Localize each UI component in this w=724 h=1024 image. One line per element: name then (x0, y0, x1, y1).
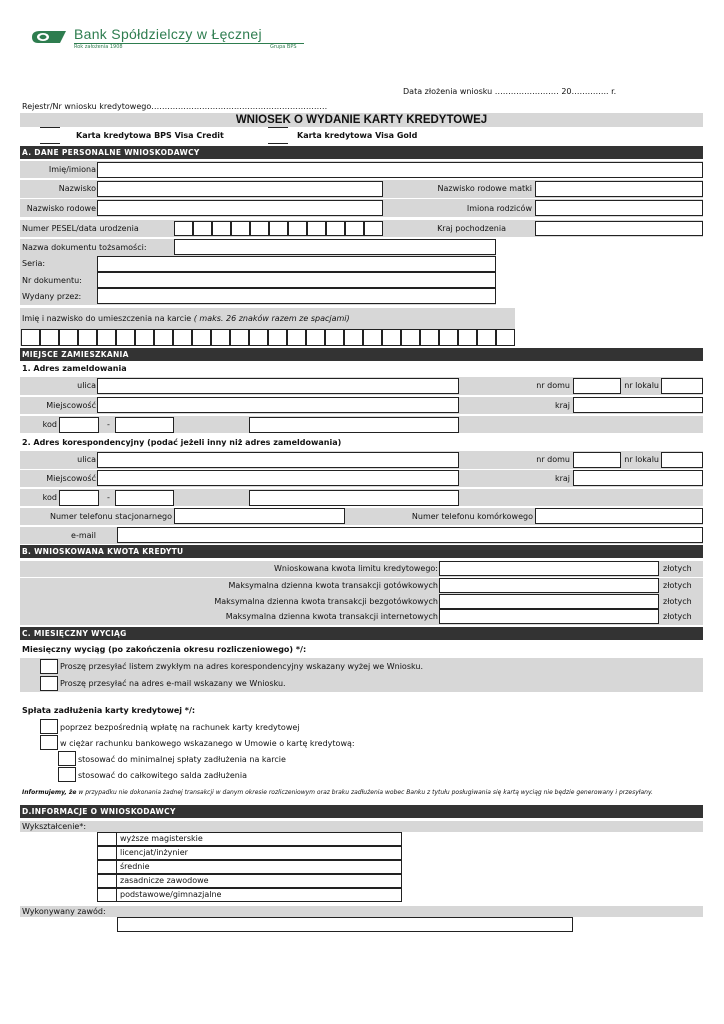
postcode-dash-2: - (107, 493, 110, 502)
parents-names-label: Imiona rodziców (466, 204, 532, 213)
card-name-char-cell[interactable] (211, 329, 230, 346)
profession-field[interactable] (117, 917, 573, 932)
doc-number-field[interactable] (97, 272, 496, 288)
country-field-2[interactable] (573, 470, 703, 486)
country-origin-field[interactable] (535, 221, 703, 236)
city-field-2[interactable] (97, 470, 459, 486)
card-name-char-cell[interactable] (363, 329, 382, 346)
postcode-part1-1[interactable] (59, 417, 99, 433)
card-name-char-cell[interactable] (344, 329, 363, 346)
postcode-part2-1[interactable] (115, 417, 174, 433)
house-no-label-1: nr domu (536, 381, 570, 390)
currency-label: złotych (663, 564, 692, 573)
section-d-header: D.INFORMACJE O WNIOSKODAWCY (20, 805, 703, 818)
card-name-char-cell[interactable] (173, 329, 192, 346)
card-name-char-cell[interactable] (59, 329, 78, 346)
card-option-1-line-bottom (40, 143, 60, 144)
card-option-credit: Karta kredytowa BPS Visa Credit (76, 131, 224, 140)
repay-question: Spłata zadłużenia karty kredytowej */: (22, 706, 196, 715)
form-title: WNIOSEK O WYDANIE KARTY KREDYTOWEJ (20, 113, 703, 127)
education-option: średnie (116, 860, 402, 874)
first-name-field[interactable] (97, 162, 703, 178)
section-a-header: A. DANE PERSONALNE WNIOSKODAWCY (20, 146, 703, 159)
postcode-dash-1: - (107, 420, 110, 429)
education-option: wyższe magisterskie (116, 832, 402, 846)
bank-group: Grupa BPS (270, 44, 297, 50)
card-name-char-cell[interactable] (325, 329, 344, 346)
series-field[interactable] (97, 256, 496, 272)
flat-no-label-1: nr lokalu (624, 381, 659, 390)
card-name-char-cell[interactable] (230, 329, 249, 346)
repay-full-label: stosować do całkowitego salda zadłużenia (78, 771, 247, 780)
education-checkbox[interactable] (97, 888, 117, 902)
card-name-char-cell[interactable] (496, 329, 515, 346)
card-option-1-line[interactable] (40, 127, 60, 128)
pesel-digit-cell[interactable] (231, 221, 250, 236)
education-checkbox[interactable] (97, 846, 117, 860)
maiden-name-field[interactable] (97, 200, 383, 216)
card-name-char-cell[interactable] (97, 329, 116, 346)
currency-label: złotych (663, 597, 692, 606)
repay-direct-checkbox[interactable] (40, 719, 58, 734)
limit-label: Maksymalna dzienna kwota transakcji gotówkowych (228, 581, 438, 590)
card-name-char-cell[interactable] (382, 329, 401, 346)
card-option-2-line[interactable] (268, 127, 288, 128)
postcode-label-2: kod (42, 493, 57, 502)
limit-amount-field[interactable] (439, 578, 659, 593)
city-field-1[interactable] (97, 397, 459, 413)
address2-title: 2. Adres korespondencyjny (podać jeżeli inny niż adres zameldowania) (22, 438, 342, 447)
first-name-label: Imię/imiona (48, 165, 96, 174)
landline-label: Numer telefonu stacjonarnego (49, 512, 172, 521)
flat-no-field-1[interactable] (661, 378, 703, 394)
issued-by-field[interactable] (97, 288, 496, 304)
card-name-char-cell[interactable] (192, 329, 211, 346)
limit-amount-field[interactable] (439, 594, 659, 609)
email-label: e-mail (71, 531, 96, 540)
repay-minimum-label: stosować do minimalnej spłaty zadłużenia na karcie (78, 755, 286, 764)
education-checkbox[interactable] (97, 874, 117, 888)
flat-no-field-2[interactable] (661, 452, 703, 468)
pesel-digit-cell[interactable] (364, 221, 383, 236)
statement-email-label: Proszę przesyłać na adres e-mail wskazany we Wniosku. (60, 679, 286, 688)
card-option-gold: Karta kredytowa Visa Gold (297, 131, 418, 140)
repay-full-checkbox[interactable] (58, 767, 76, 782)
card-name-char-cell[interactable] (78, 329, 97, 346)
country-origin-label: Kraj pochodzenia (437, 224, 506, 233)
maiden-name-label: Nazwisko rodowe (26, 204, 96, 213)
street-field-2[interactable] (97, 452, 459, 468)
pesel-digit-cell[interactable] (269, 221, 288, 236)
address1-title: 1. Adres zameldowania (22, 364, 127, 373)
card-name-char-cell[interactable] (268, 329, 287, 346)
pesel-digit-cell[interactable] (174, 221, 193, 236)
street-label-2: ulica (77, 455, 96, 464)
card-name-char-cell[interactable] (420, 329, 439, 346)
limit-amount-field[interactable] (439, 609, 659, 624)
education-label: Wykształcenie*: (22, 822, 87, 831)
surname-field[interactable] (97, 181, 383, 197)
postcode-part1-2[interactable] (59, 490, 99, 506)
doc-name-field[interactable] (174, 239, 496, 255)
issued-by-label: Wydany przez: (22, 292, 82, 301)
residence-header: MIEJSCE ZAMIESZKANIA (20, 348, 703, 361)
pesel-digit-cell[interactable] (326, 221, 345, 236)
card-name-char-cell[interactable] (40, 329, 59, 346)
section-c-header: C. MIESIĘCZNY WYCIĄG (20, 627, 703, 640)
profession-label: Wykonywany zawód: (22, 907, 106, 916)
card-name-char-cell[interactable] (135, 329, 154, 346)
bank-logo-icon (30, 29, 68, 45)
city-label-2: Miejscowość (46, 474, 96, 483)
card-name-char-cell[interactable] (287, 329, 306, 346)
card-name-char-cell[interactable] (401, 329, 420, 346)
pesel-digit-cell[interactable] (345, 221, 364, 236)
limit-amount-field[interactable] (439, 561, 659, 576)
currency-label: złotych (663, 612, 692, 621)
postcode-label-1: kod (42, 420, 57, 429)
mobile-label: Numer telefonu komórkowego (411, 512, 533, 521)
parents-names-field[interactable] (535, 200, 703, 216)
repay-direct-label: poprzez bezpośrednią wpłatę na rachunek karty kredytowej (60, 723, 300, 732)
pesel-digit-cell[interactable] (288, 221, 307, 236)
card-name-char-cell[interactable] (439, 329, 458, 346)
card-name-char-cell[interactable] (458, 329, 477, 346)
limit-label: Maksymalna dzienna kwota transakcji internetowych (225, 612, 438, 621)
pesel-digit-cell[interactable] (307, 221, 326, 236)
surname-label: Nazwisko (58, 184, 96, 193)
post-office-field-2[interactable] (249, 490, 459, 506)
education-checkbox[interactable] (97, 860, 117, 874)
card-option-2-line-bottom (268, 143, 288, 144)
post-office-field-1[interactable] (249, 417, 459, 433)
education-option: podstawowe/gimnazjalne (116, 888, 402, 902)
doc-number-label: Nr dokumentu: (22, 276, 82, 285)
statement-post-checkbox[interactable] (40, 659, 58, 674)
repay-account-checkbox[interactable] (40, 735, 58, 750)
limit-label: Wnioskowana kwota limitu kredytowego: (274, 564, 438, 573)
doc-name-label: Nazwa dokumentu tożsamości: (22, 243, 147, 252)
repay-minimum-checkbox[interactable] (58, 751, 76, 766)
card-name-char-cell[interactable] (477, 329, 496, 346)
house-no-field-2[interactable] (573, 452, 621, 468)
street-field-1[interactable] (97, 378, 459, 394)
pesel-digit-cell[interactable] (250, 221, 269, 236)
statement-post-label: Proszę przesyłać listem zwykłym na adres korespondencyjny wskazany wyżej we Wniosku. (60, 662, 423, 671)
card-name-char-cell[interactable] (249, 329, 268, 346)
country-label-2: kraj (554, 474, 570, 483)
currency-label: złotych (663, 581, 692, 590)
mother-maiden-label: Nazwisko rodowe matki (437, 184, 532, 193)
card-name-char-cell[interactable] (21, 329, 40, 346)
repay-account-label: w ciężar rachunku bankowego wskazanego w Umowie o kartę kredytową: (60, 739, 355, 748)
card-name-label: Imię i nazwisko do umieszczenia na karcie ( maks. 26 znaków razem ze spacjami) (22, 314, 350, 323)
bank-name: Bank Spółdzielczy w Łęcznej (74, 26, 262, 42)
house-no-label-2: nr domu (536, 455, 570, 464)
statement-info: Informujemy, że w przypadku nie dokonania żadnej transakcji w danym okresie rozliczeniowym oraz braku zadłużenia wobec Banku z tytułu posługiwania się kartą wyciąg nie będzie generowany i przesyłany. (22, 789, 653, 796)
card-name-char-cell[interactable] (116, 329, 135, 346)
education-option: licencjat/inżynier (116, 846, 402, 860)
date-label: Data złożenia wniosku …………………… 20………….. r. (403, 87, 617, 96)
city-label-1: Miejscowość (46, 401, 96, 410)
limit-label: Maksymalna dzienna kwota transakcji bezgotówkowych (214, 597, 438, 606)
card-name-char-cell[interactable] (306, 329, 325, 346)
house-no-field-1[interactable] (573, 378, 621, 394)
postcode-part2-2[interactable] (115, 490, 174, 506)
series-label: Seria: (22, 259, 46, 268)
statement-email-checkbox[interactable] (40, 676, 58, 691)
education-option: zasadnicze zawodowe (116, 874, 402, 888)
mobile-field[interactable] (535, 508, 703, 524)
pesel-digit-cell[interactable] (212, 221, 231, 236)
bank-founded: Rok założenia 1908 (74, 44, 123, 50)
section-b-header: B. WNIOSKOWANA KWOTA KREDYTU (20, 545, 703, 558)
pesel-digit-cell[interactable] (193, 221, 212, 236)
street-label-1: ulica (77, 381, 96, 390)
landline-field[interactable] (174, 508, 345, 524)
card-name-char-cell[interactable] (154, 329, 173, 346)
education-checkbox[interactable] (97, 832, 117, 846)
country-field-1[interactable] (573, 397, 703, 413)
mother-maiden-field[interactable] (535, 181, 703, 197)
country-label-1: kraj (554, 401, 570, 410)
register-label: Rejestr/Nr wniosku kredytowego………………………………………………………… (22, 102, 328, 111)
flat-no-label-2: nr lokalu (624, 455, 659, 464)
email-field[interactable] (117, 527, 703, 543)
education-label-row (20, 821, 703, 832)
profession-label-row (20, 906, 703, 917)
statement-question: Miesięczny wyciąg (po zakończenia okresu rozliczeniowego) */: (22, 645, 307, 654)
pesel-label: Numer PESEL/data urodzenia (22, 224, 139, 233)
